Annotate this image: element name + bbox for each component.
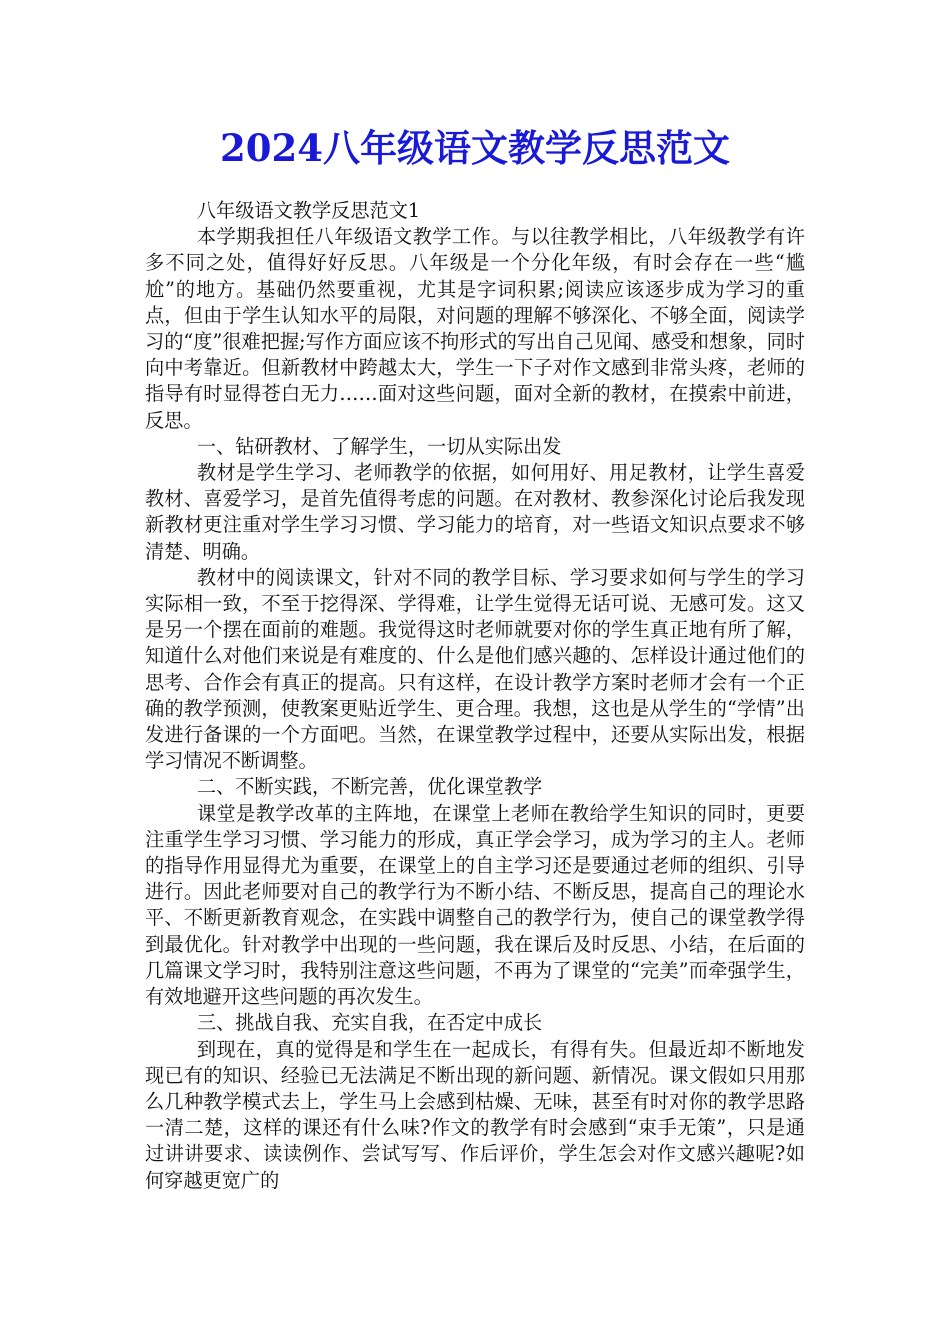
- section-heading: 一、钻研教材、了解学生，一切从实际出发: [196, 434, 562, 458]
- document-body: [145, 198, 805, 1194]
- paragraph: 教材中的阅读课文，针对不同的教学目标、学习要求如何与学生的学习实际相一致，不至于挖得深、学得难，让学生觉得无话可说、无感可发。这又是另一个摆在面前的难题。我觉得这时老师就要对你的学生真正地有所了解，知道什么对他们来说是有难度的、什么是他们感兴趣的、怎样设计通过他们的思考、合作会有真正的提高。只有这样，在设计教学方案时老师才会有一个正确的教学预测，使教案更贴近学生、更合理。我想，这也是从学生的“学情”出发进行备课的一个方面吧。当然，在课堂教学过程中，还要从实际出发，根据学习情况不断调整。: [145, 565, 805, 773]
- section-heading: 二、不断实践，不断完善，优化课堂教学: [196, 775, 543, 799]
- section-heading: 三、挑战自我、充实自我，在否定中成长: [196, 1011, 543, 1035]
- paragraph: 教材是学生学习、老师教学的依据，如何用好、用足教材，让学生喜爱教材、喜爱学习，是首先值得考虑的问题。在对教材、教参深化讨论后我发现新教材更注重对学生学习习惯、学习能力的培育，对一些语文知识点要求不够清楚、明确。: [145, 461, 805, 563]
- paragraph: 到现在，真的觉得是和学生在一起成长，有得有失。但最近却不断地发现已有的知识、经验已无法满足不断出现的新问题、新情况。课文假如只用那么几种教学模式去上，学生马上会感到枯燥、无味，甚至有时对你的教学思路一清二楚，这样的课还有什么味?作文的教学有时会感到“束手无策”，只是通过讲讲要求、读读例作、尝试写写、作后评价，学生怎会对作文感兴趣呢?如何穿越更宽广的: [145, 1037, 805, 1192]
- paragraph: 课堂是教学改革的主阵地，在课堂上老师在教给学生知识的同时，更要注重学生学习习惯、学习能力的形成，真正学会学习，成为学习的主人。老师的指导作用显得尤为重要，在课堂上的自主学习还是要通过老师的组织、引导进行。因此老师要对自己的教学行为不断小结、不断反思，提高自己的理论水平、不断更新教育观念，在实践中调整自己的教学行为，使自己的课堂教学得到最优化。针对教学中出现的一些问题，我在课后及时反思、小结，在后面的几篇课文学习时，我特别注意这些问题，不再为了课堂的“完美”而牵强学生，有效地避开这些问题的再次发生。: [145, 801, 805, 1009]
- document-title: 2024八年级语文教学反思范文: [220, 126, 730, 170]
- section-heading: 八年级语文教学反思范文1: [196, 199, 421, 222]
- paragraph: 本学期我担任八年级语文教学工作。与以往教学相比，八年级教学有许多不同之处，值得好好反思。八年级是一个分化年级，有时会存在一些“尴尬”的地方。基础仍然要重视，尤其是字词积累;阅读应该逐步成为学习的重点，但由于学生认知水平的局限，对问题的理解不够深化、不够全面，阅读学习的“度”很难把握;写作方面应该不拘形式的写出自己见闻、感受和想象，同时向中考靠近。但新教材中跨越太大，学生一下子对作文感到非常头疼，老师的指导有时显得苍白无力……面对这些问题，面对全新的教材，在摸索中前进，反思。: [145, 225, 805, 432]
